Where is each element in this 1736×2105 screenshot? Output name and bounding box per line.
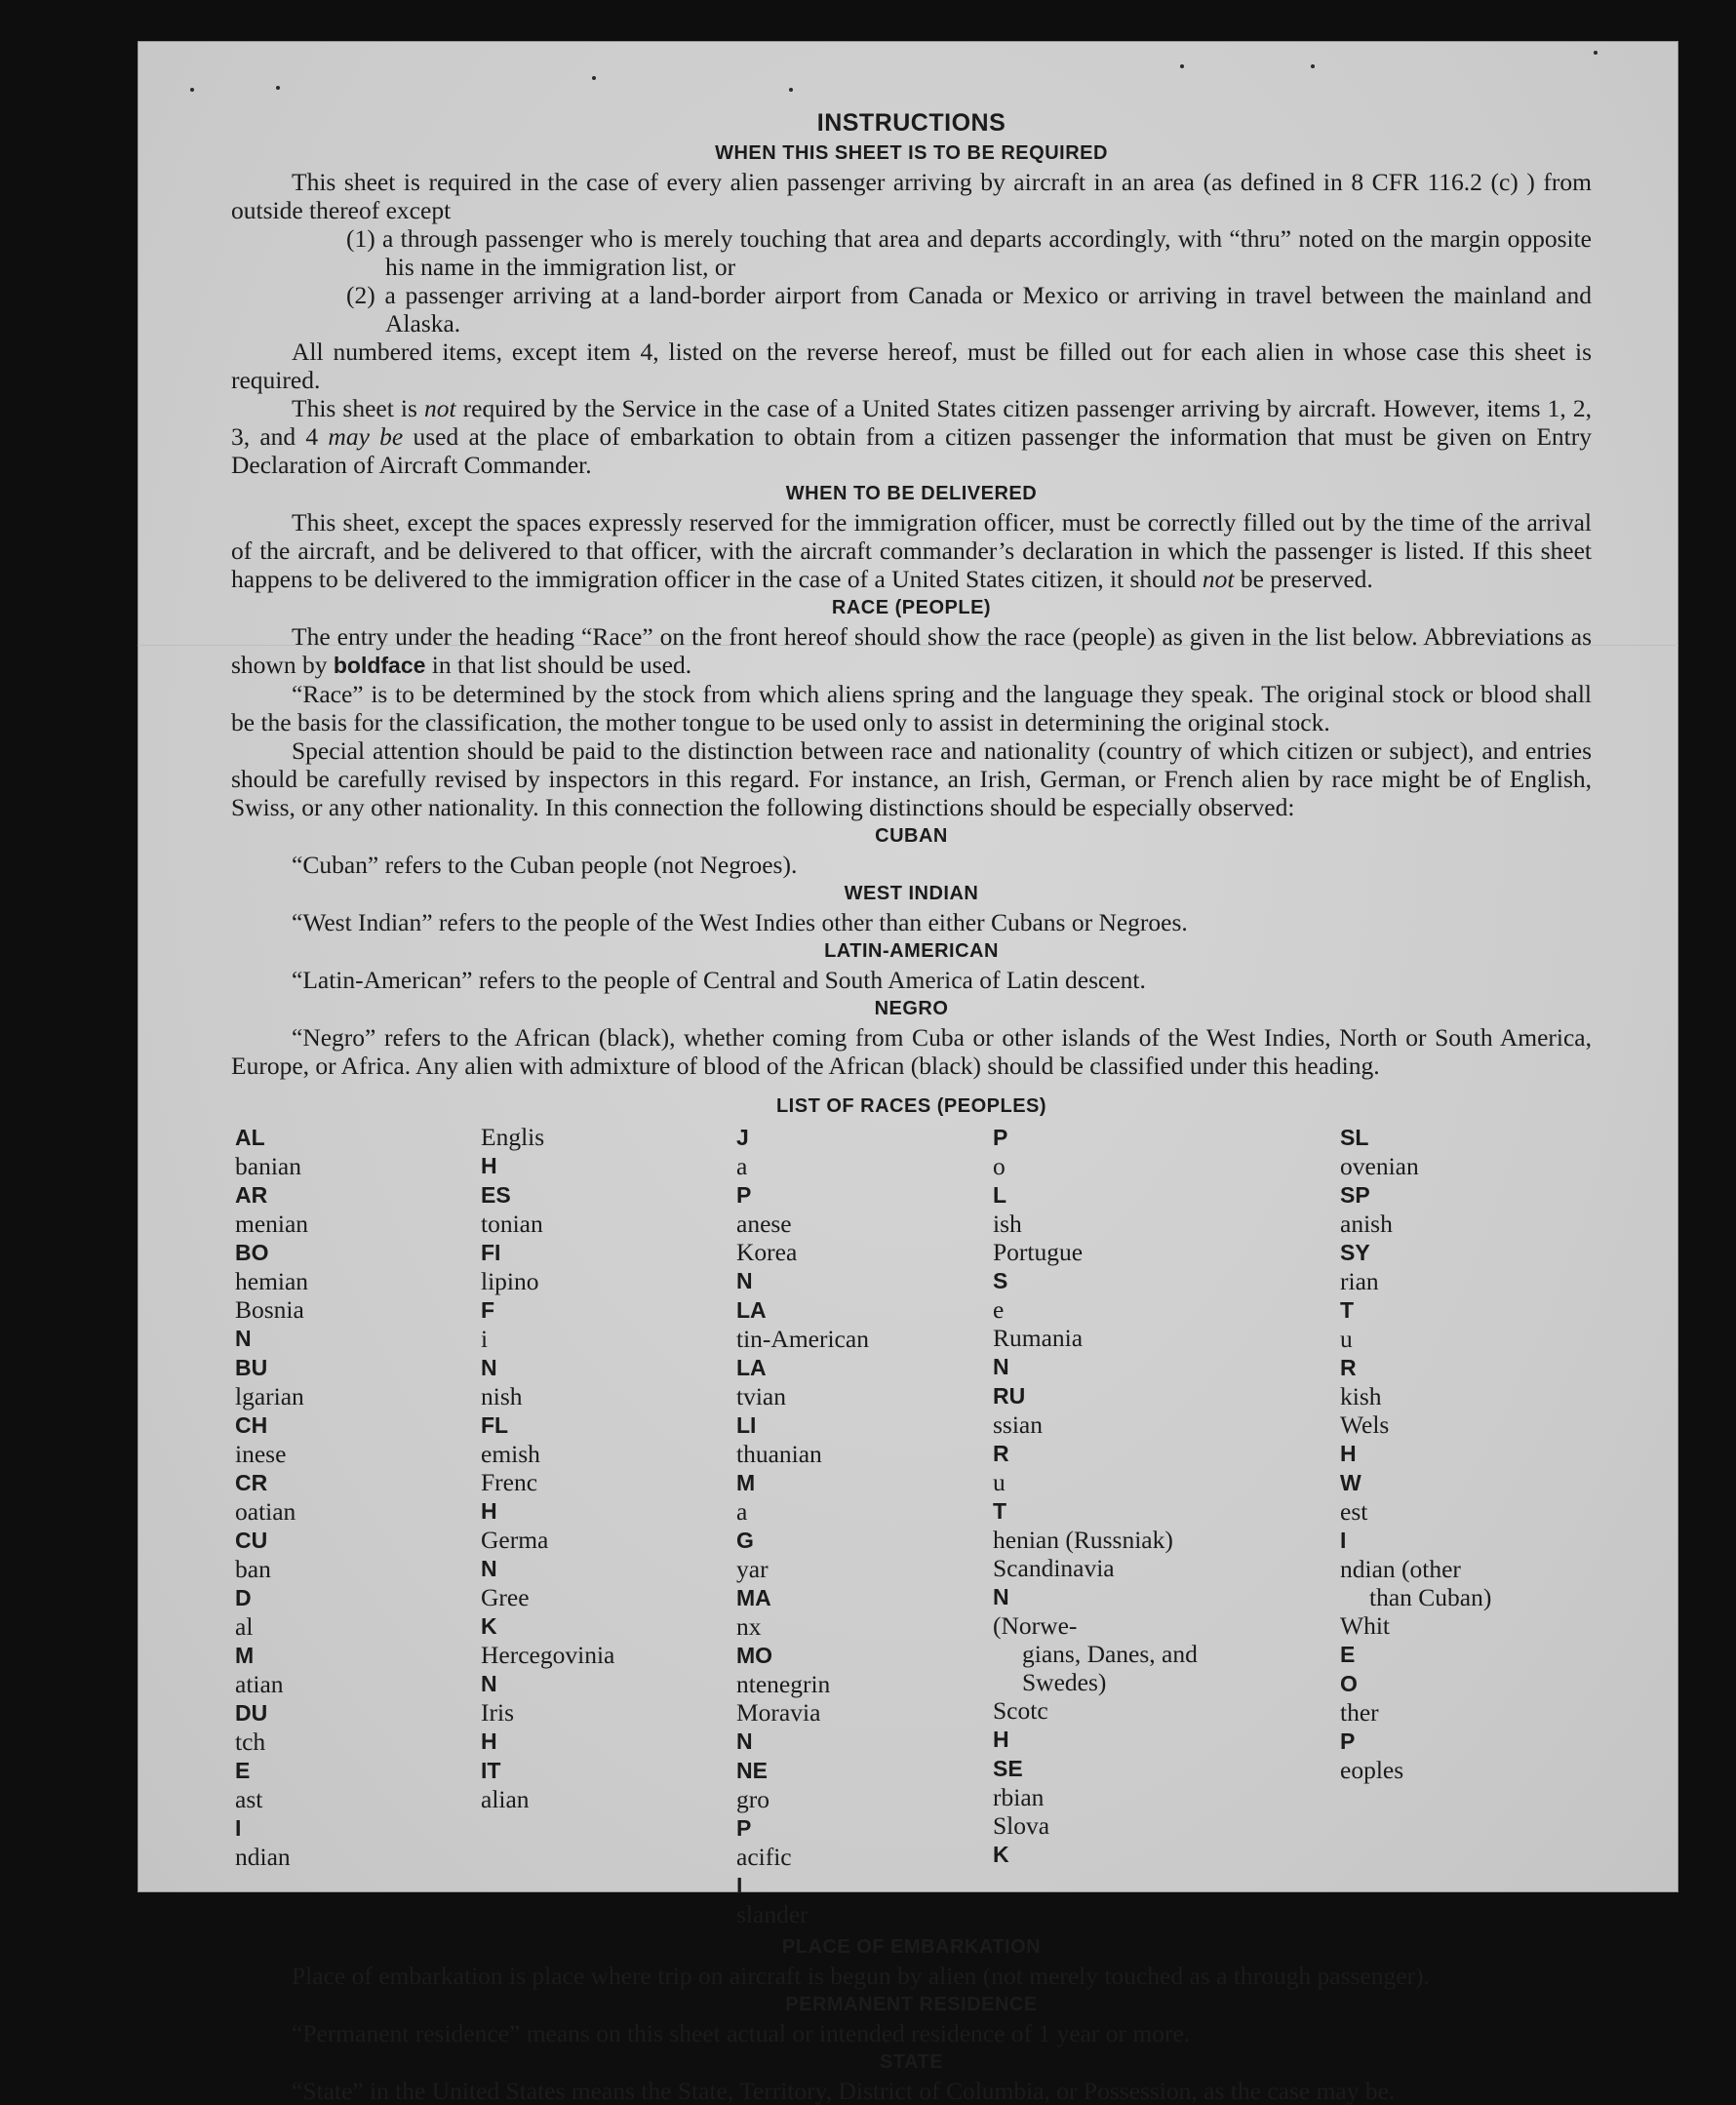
race-entry: LA tvian [736, 1355, 786, 1410]
race-entry: SY rian [1340, 1240, 1379, 1295]
paragraph: Place of embarkation is place where trip on aircraft is begun by alien (not merely touched as a through passenger). [292, 1962, 1430, 1990]
race-list [235, 1123, 1592, 1928]
speck-mark [789, 88, 793, 92]
race-entry: AL banian [235, 1125, 301, 1180]
race-column [481, 1123, 736, 1928]
race-entry: than Cuban) [1369, 1583, 1492, 1611]
paragraph: “Latin-American” refers to the people of Central and South America of Latin descent. [292, 966, 1146, 994]
race-entry: LI thuanian [736, 1412, 822, 1468]
race-entry: Gree K [481, 1583, 530, 1639]
race-column [736, 1123, 993, 1928]
race-entry: Moravia N [736, 1698, 821, 1754]
race-entry: SL ovenian [1340, 1125, 1419, 1180]
race-entry: Wels H [1340, 1410, 1390, 1466]
race-entry: FI lipino [481, 1240, 539, 1295]
paragraph: “State” in the United States means the State, Territory, District of Columbia, or Possession, as the case may be. [292, 2077, 1396, 2105]
paragraph: All numbered items, except item 4, listed on the reverse hereof, must be filled out for each alien in whose case this sheet is required. [231, 338, 1592, 394]
speck-mark [592, 76, 596, 80]
race-entry: P o L ish [993, 1125, 1022, 1238]
heading-race: RACE (PEOPLE) [831, 597, 992, 618]
race-entry: Scandinavia N (Norwe- [993, 1554, 1115, 1640]
race-entry: Portugue S e [993, 1238, 1084, 1324]
paragraph: This sheet is not required by the Service in the case of a United States citizen passenger arriving by aircraft. However, items 1, 2, 3, and 4 may be used at the place of embarkation to obtain from a citizen passenger the information that must be given on Entry Declaration of Aircraft Commander. [231, 394, 1592, 479]
speck-mark [276, 86, 280, 90]
paragraph: “Cuban” refers to the Cuban people (not Negroes). [292, 851, 798, 879]
race-entry: O ther P eoples [1340, 1671, 1404, 1784]
race-entry: DU tch [235, 1700, 268, 1756]
race-entry: Frenc H [481, 1468, 538, 1524]
paragraph: “Negro” refers to the African (black), whether coming from Cuba or other islands of the West Indies, North or South America, Europe, or Africa. Any alien with admixture of blood of the African (black) should be classified under this heading. [231, 1023, 1592, 1080]
heading-west-indian: WEST INDIAN [844, 883, 979, 904]
race-entry: Whit E [1340, 1611, 1390, 1667]
race-entry: D al M atian [235, 1585, 284, 1698]
heading-list-of-races: LIST OF RACES (PEOPLES) [775, 1095, 1047, 1117]
race-entry: CH inese [235, 1412, 287, 1468]
race-entry: Korea N [736, 1238, 798, 1293]
race-entry: gians, Danes, and [1022, 1640, 1198, 1668]
race-entry: W est I ndian (other [1340, 1470, 1461, 1583]
race-entry: J a P anese [736, 1125, 792, 1238]
race-entry: Rumania N [993, 1324, 1084, 1379]
paragraph: “Race” is to be determined by the stock from which aliens spring and the language they speak. The original stock or blood shall be the basis for the classification, the mother tongue to be used only to assist in determining the original stock. [231, 680, 1592, 736]
race-entry: Swedes) [1022, 1668, 1107, 1696]
speck-mark [1180, 64, 1184, 68]
race-column [993, 1123, 1340, 1928]
heading-latin-american: LATIN-AMERICAN [824, 940, 999, 962]
race-entry: MA nx [736, 1585, 771, 1641]
race-entry: Slova K [993, 1811, 1050, 1867]
race-entry: BO hemian [235, 1240, 309, 1295]
race-entry: ES tonian [481, 1182, 543, 1238]
race-entry: Germa N [481, 1526, 549, 1581]
heading-residence: PERMANENT RESIDENCE [785, 1994, 1038, 2015]
race-entry: NE gro [736, 1758, 769, 1813]
race-entry: FL emish [481, 1412, 540, 1468]
race-column [1340, 1123, 1596, 1928]
race-entry: SE rbian [993, 1756, 1045, 1811]
race-entry: Bosnia N [235, 1295, 304, 1351]
page-title: INSTRUCTIONS [816, 109, 1006, 137]
race-entry: BU lgarian [235, 1355, 304, 1410]
heading-embarkation: PLACE OF EMBARKATION [781, 1936, 1042, 1958]
speck-mark [190, 88, 194, 92]
race-entry: Englis H [481, 1123, 545, 1178]
race-entry: R u T henian (Russniak) [993, 1441, 1173, 1554]
paragraph: The entry under the heading “Race” on the front hereof should show the race (people) as given in the list below. Abbreviations as shown by boldface in that list should be used. [231, 622, 1592, 679]
paragraph: Special attention should be paid to the distinction between race and nationality (country of which citizen or subject), and entries should be carefully revised by inspectors in this regard. For instance, an Irish, German, or French alien by race might be of English, Swiss, or any other nationality. In this connection the following distinctions should be especially observed: [231, 736, 1592, 821]
race-entry: Hercegovinia N [481, 1641, 615, 1696]
paragraph: This sheet, except the spaces expressly reserved for the immigration officer, must be correctly filled out by the time of the arrival of the aircraft, and be delivered to that officer, with the aircraft commander’s declaration in which the passenger is listed. If this sheet happens to be delivered to the immigration officer in the case of a United States citizen, it should not be preserved. [231, 508, 1592, 593]
race-entry: IT alian [481, 1758, 530, 1813]
race-entry: P acific I slander [736, 1815, 809, 1928]
race-entry: Scotc H [993, 1696, 1048, 1752]
speck-mark [1311, 64, 1315, 68]
race-entry: CR oatian [235, 1470, 296, 1526]
race-entry: AR menian [235, 1182, 309, 1238]
race-entry: SP anish [1340, 1182, 1393, 1238]
race-entry: MO ntenegrin [736, 1643, 831, 1698]
heading-cuban: CUBAN [875, 825, 948, 847]
list-item: (2) a passenger arriving at a land-border airport from Canada or Mexico or arriving in travel between the mainland and Alaska. [346, 281, 1592, 338]
paragraph: “West Indian” refers to the people of the West Indies other than either Cubans or Negroes. [292, 908, 1188, 936]
race-entry: F i N nish [481, 1297, 523, 1410]
race-entry: CU ban [235, 1528, 271, 1583]
speck-mark [1594, 51, 1598, 55]
race-entry: LA tin-American [736, 1297, 869, 1353]
race-entry: RU ssian [993, 1383, 1043, 1439]
document-sheet [138, 41, 1678, 2105]
list-item: (1) a through passenger who is merely touching that area and departs accordingly, with “thru” noted on the margin opposite his name in the immigration list, or [346, 224, 1592, 281]
heading-state: STATE [879, 2051, 944, 2073]
instructions-body [231, 107, 1592, 2105]
race-entry: Iris H [481, 1698, 514, 1754]
race-entry: M a G yar [736, 1470, 769, 1583]
heading-when-delivered: WHEN TO BE DELIVERED [785, 483, 1038, 504]
paragraph: “Permanent residence” means on this sheet actual or intended residence of 1 year or more. [292, 2019, 1191, 2047]
race-entry: T u R kish [1340, 1297, 1382, 1410]
paragraph: This sheet is required in the case of every alien passenger arriving by aircraft in an area (as defined in 8 CFR 116.2 (c) ) from outside thereof except [231, 168, 1592, 224]
race-column [235, 1123, 481, 1928]
race-entry: E ast I ndian [235, 1758, 291, 1871]
heading-negro: NEGRO [874, 998, 949, 1019]
heading-when-required: WHEN THIS SHEET IS TO BE REQUIRED [715, 142, 1108, 164]
